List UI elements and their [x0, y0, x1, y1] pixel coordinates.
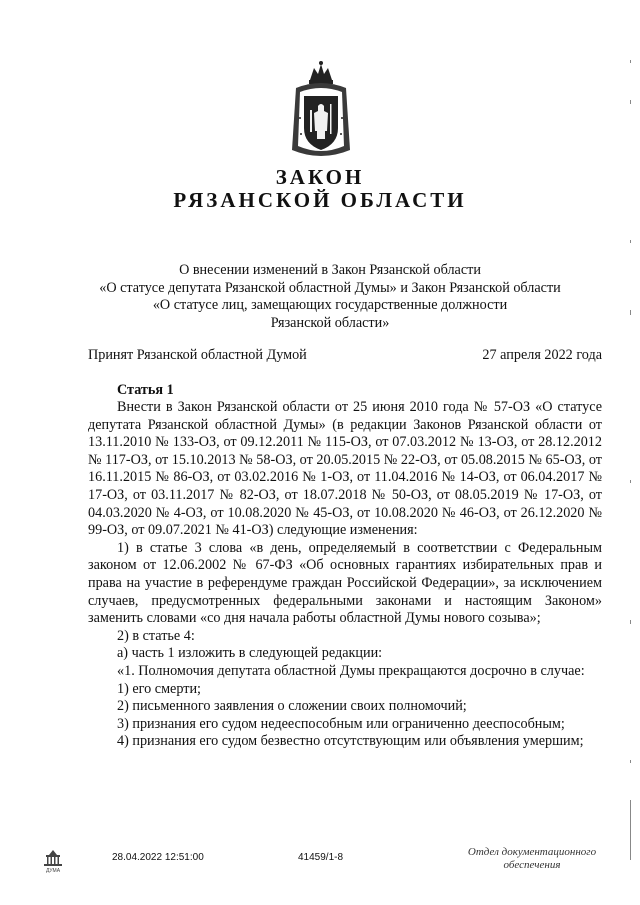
subject-line: Рязанской области» — [270, 314, 390, 331]
article-title: Статья 1 — [117, 382, 174, 398]
list-item: 1) его смерти; — [117, 680, 201, 697]
list-item: 4) признания его судом безвестно отсутствующим или объявления умершим; — [117, 733, 584, 750]
stamp-line: обеспечения — [503, 859, 561, 871]
adoption-date: 27 апреля 2022 года — [482, 347, 602, 363]
article-intro: Внести в Закон Рязанской области от 25 июня 2010 года № 57-ОЗ «О статусе депутата Рязанской областной Думы» (в редакции Законов Рязанской области от 13.11.2010 № 133-ОЗ, от 09.12.2011 № 115-ОЗ, от 07.03.2012 № 13-ОЗ, от 28.12.2012 № 117-ОЗ, от 15.10.2013 № 58-ОЗ, от 20.05.2015 № 22-ОЗ, от 05.08.2015 № 65-ОЗ, от 16.11.2015 № 86-ОЗ, от 03.02.2016 № 1-ОЗ, от 11.04.2016 № 14-ОЗ, от 06.04.2017 № 17-ОЗ, от 03.11.2017 № 82-ОЗ, от 18.07.2018 № 50-ОЗ, от 08.05.2019 № 17-ОЗ, от 04.03.2020 № 4-ОЗ, от 10.08.2020 № 45-ОЗ, от 10.08.2020 № 46-ОЗ, от 26.12.2020 № 99-ОЗ, от 09.07.2021 № 41-ОЗ) следующие изменения: — [88, 399, 602, 539]
adopted-by: Принят Рязанской областной Думой — [88, 347, 307, 363]
subject-line: «О статусе депутата Рязанской областной Думы» и Закон Рязанской области — [99, 279, 561, 296]
quoted-text: «1. Полномочия депутата областной Думы прекращаются досрочно в случае: — [117, 662, 585, 679]
list-item: 2) письменного заявления о сложении своих полномочий; — [117, 698, 467, 715]
duma-building-logo — [38, 848, 68, 874]
law-subject — [80, 262, 580, 332]
list-item: 2) в статье 4: — [117, 627, 195, 644]
list-item: а) часть 1 изложить в следующей редакции: — [117, 645, 383, 662]
article-body — [88, 399, 602, 751]
svg-text:ДУМА: ДУМА — [45, 868, 61, 874]
law-title-line2: РЯЗАНСКОЙ ОБЛАСТИ — [173, 188, 467, 212]
adoption-line — [88, 347, 602, 364]
stamp-line: Отдел документационного — [467, 846, 597, 858]
crown-icon — [309, 61, 333, 84]
subject-line: О внесении изменений в Закон Рязанской области — [179, 262, 481, 278]
document-number: 41459/1-8 — [298, 852, 344, 863]
coat-of-arms-emblem — [288, 58, 354, 166]
law-title-line1: ЗАКОН — [275, 165, 365, 189]
list-item: 1) в статье 3 слова «в день, определяемый в соответствии с Федеральным законом от 12.06.2002 № 67-ФЗ «Об основных гарантиях избирательных прав и права на участие в референдуме граждан Российской Федерации», за исключением случаев, предусмотренных федеральными законами и настоящим Законом» заменить словами «со дня начала работы областной Думы нового созыва»; — [88, 539, 602, 627]
list-item: 3) признания его судом недееспособным или ограниченно дееспособным; — [117, 715, 565, 732]
department-stamp — [452, 846, 612, 872]
subject-line: «О статусе лиц, замещающих государственные должности — [152, 297, 508, 314]
registration-timestamp: 28.04.2022 12:51:00 — [112, 852, 204, 863]
scan-margin-marks — [628, 60, 634, 880]
